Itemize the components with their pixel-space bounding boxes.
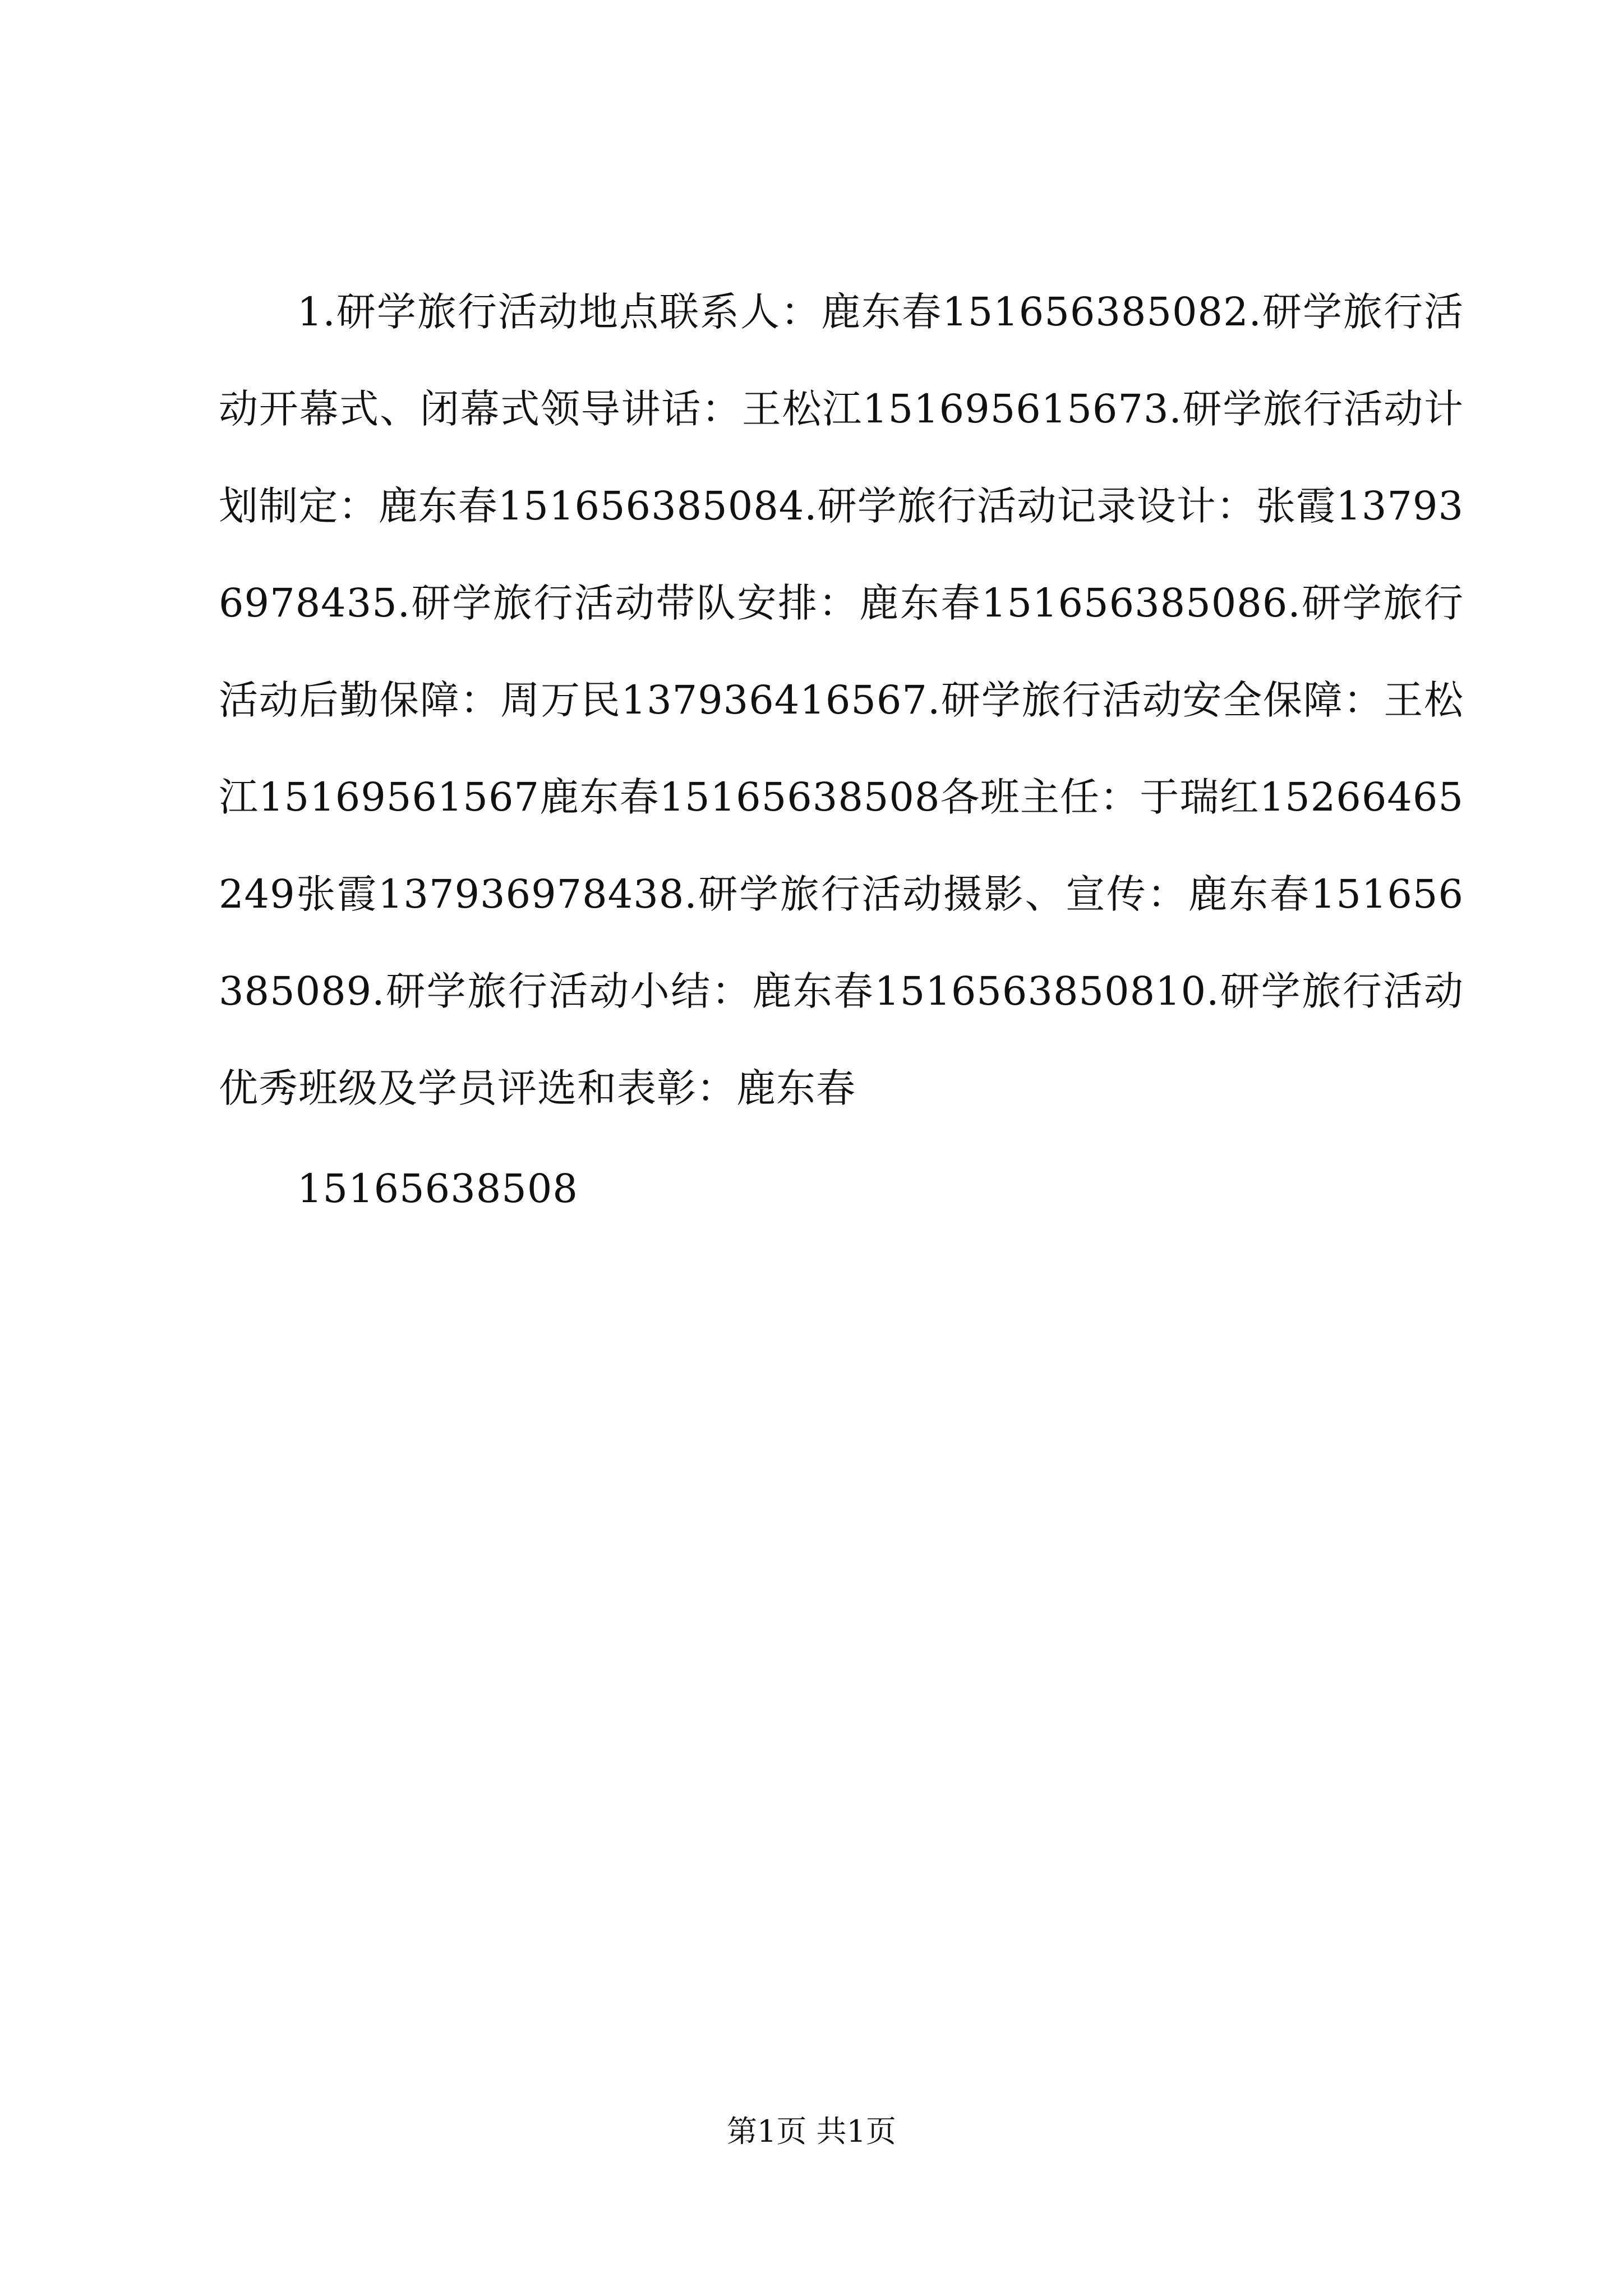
page-footer: 第1页 共1页: [727, 2114, 896, 2149]
body-paragraph-contacts: 1.研学旅行活动地点联系人：鹿东春151656385082.研学旅行活动开幕式、闭幕式领导讲话：王松江151695615673.研学旅行活动计划制定：鹿东春151656385084.研学旅行活动记录设计：张霞137936978435.研学旅行活动带队安排：鹿东春151656385086.研学旅行活动后勤保障：周万民137936416567.研学旅行活动安全保障：王松江15169561567鹿东春15165638508各班主任：于瑞红15266465249张霞137936978438.研学旅行活动摄影、宣传：鹿东春151656385089.研学旅行活动小结：鹿东春1516563850810.研学旅行活动优秀班级及学员评选和表彰：鹿东春: [219, 289, 1464, 1111]
document-body: [219, 264, 1464, 1237]
body-paragraph-phone: 15165638508: [297, 1166, 578, 1212]
